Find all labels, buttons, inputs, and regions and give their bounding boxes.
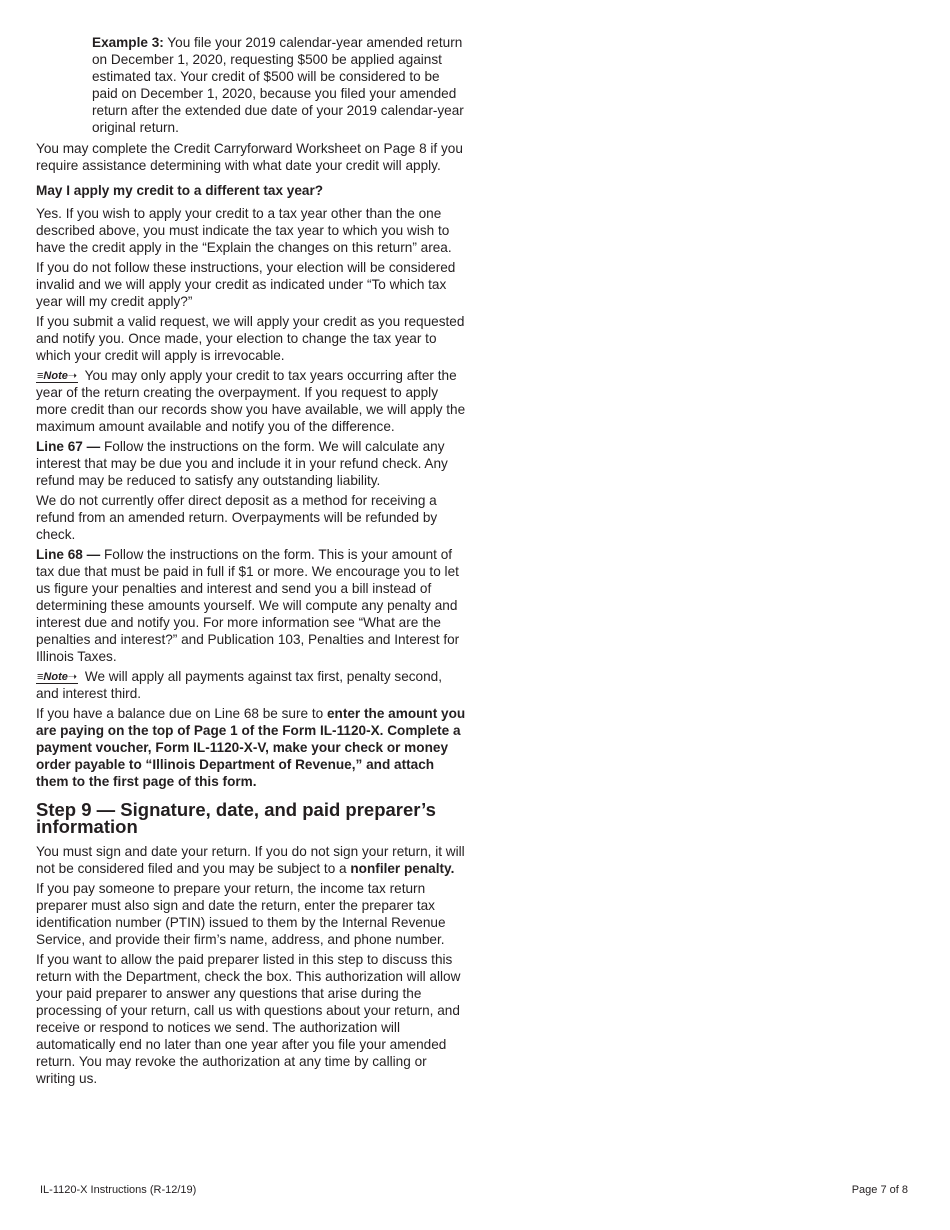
sign-lead: You must sign and date your return. If you do not sign your return, it will not be considered filed and you may be subject to a [36, 844, 465, 876]
form-footer-title: IL-1120-X Instructions (R-12/19) [40, 1184, 197, 1196]
invalid-election-paragraph: If you do not follow these instructions, your election will be considered invalid and we will apply your credit as indicated under “To which tax year will my credit apply?” [36, 260, 456, 309]
line-67-text: Follow the instructions on the form. We will calculate any interest that may be due you and include it in your refund check. Any refund may be reduced to satisfy any outstanding liability. [36, 439, 448, 488]
sign-paragraph [36, 843, 466, 877]
example-3-text: You file your 2019 calendar-year amended return on December 1, 2020, requesting $500 be applied against estimated tax. Your credit of $500 will be considered to be paid on December 1, 2020, because you filed your amended return after the extended due date of your 2019 calendar-year original return. [92, 35, 464, 135]
line-68-text: Follow the instructions on the form. This is your amount of tax due that must be paid in full if $1 or more. We encourage you to let us figure your penalties and interest and send you a bill instead of determining these amounts yourself. We will compute any penalty and interest due and notify you. For more information see “What are the penalties and interest?” and Publication 103, Penalties and Interest for Illinois Taxes. [36, 547, 460, 664]
balance-due-paragraph [36, 705, 466, 790]
balance-due-lead: If you have a balance due on Line 68 be sure to [36, 706, 327, 721]
yes-paragraph: Yes. If you wish to apply your credit to a tax year other than the one described above, you must indicate the tax year to which you wish to have the credit apply in the “Explain the changes on this return” area. [36, 206, 452, 255]
example-3-label: Example 3: [92, 35, 164, 50]
page-number: Page 7 of 8 [851, 1184, 908, 1196]
note-badge-icon: ≡Note➝ [37, 671, 78, 683]
valid-request-paragraph: If you submit a valid request, we will apply your credit as you requested and notify you. Once made, your election to change the tax year to which your credit will apply is irrevocable. [36, 314, 465, 363]
line-68-label: Line 68 — [36, 547, 101, 562]
worksheet-paragraph: You may complete the Credit Carryforward Worksheet on Page 8 if you require assistance determining with what date your credit will apply. [36, 141, 463, 173]
line-67-label: Line 67 — [36, 439, 101, 454]
example-3-paragraph [92, 34, 466, 136]
different-year-question: May I apply my credit to a different tax year? [36, 183, 324, 198]
direct-deposit-paragraph: We do not currently offer direct deposit as a method for receiving a refund from an amended return. Overpayments will be refunded by check. [36, 493, 438, 542]
authorization-paragraph: If you want to allow the paid preparer listed in this step to discuss this return with the Department, check the box. This authorization will allow your paid preparer to answer any questions that arise during the processing of your return, call us with questions about your return, and receive or respond to notices we send. The authorization will automatically end no later than one year after you file your amended return. You may revoke the authorization at any time by calling or writing us. [36, 952, 461, 1086]
line-67-paragraph [36, 438, 466, 489]
note-1-text: You may only apply your credit to tax years occurring after the year of the return creating the overpayment. If you request to apply more credit than our records show you have available, we will apply the maximum amount available and notify you of the difference. [36, 368, 466, 434]
note-badge-icon: ≡Note➝ [37, 370, 78, 382]
note-2-paragraph [36, 668, 466, 702]
nonfiler-penalty-bold: nonfiler penalty. [350, 861, 455, 876]
balance-due-bold: enter the amount you are paying on the top of Page 1 of the Form IL-1120-X. Complete a payment voucher, Form IL-1120-X-V, make your check or money order payable to “Illinois Department of Revenue,” and attach them to the first page of this form. [36, 706, 466, 789]
step-9-heading: Step 9 — Signature, date, and paid preparer’s information [36, 799, 436, 837]
line-68-paragraph [36, 546, 466, 665]
instructions-column [36, 34, 466, 1090]
note-2-text: We will apply all payments against tax first, penalty second, and interest third. [36, 669, 443, 701]
preparer-paragraph: If you pay someone to prepare your return, the income tax return preparer must also sign and date the return, enter the preparer tax identification number (PTIN) issued to them by the Internal Revenue Service, and provide their firm’s name, address, and phone number. [36, 881, 446, 947]
note-1-paragraph [36, 367, 466, 435]
